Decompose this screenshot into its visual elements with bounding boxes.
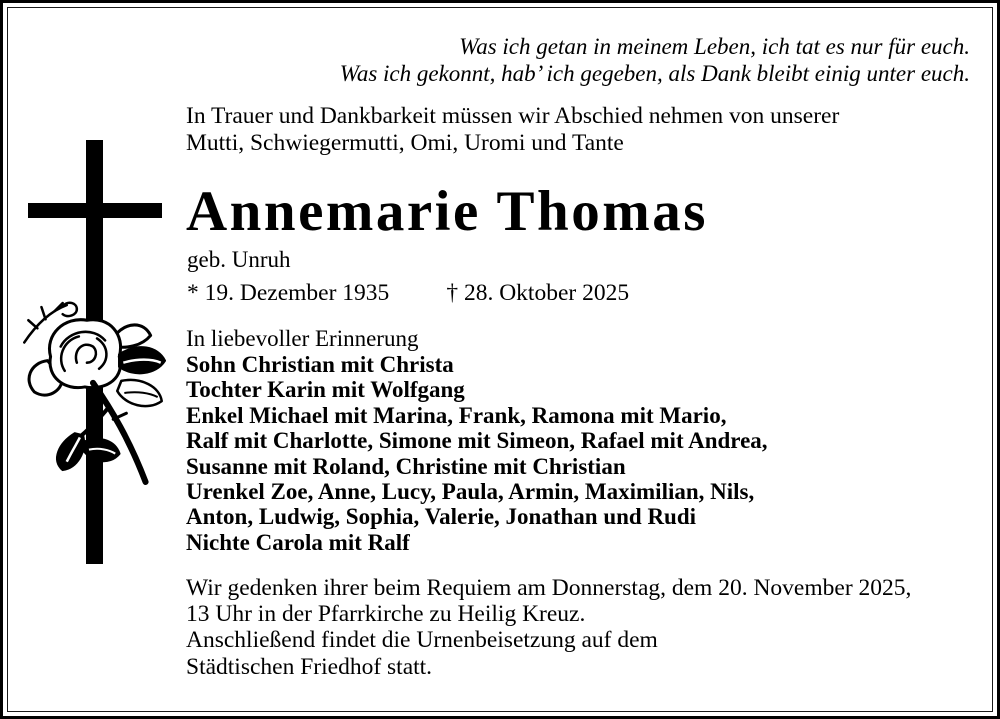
family-line: Enkel Michael mit Marina, Frank, Ramona mit Mario, <box>186 402 727 428</box>
family-line: Nichte Carola mit Ralf <box>186 529 410 555</box>
epigraph-line-2: Was ich gekonnt, hab’ ich gegeben, als Dank bleibt einig unter euch. <box>339 61 970 86</box>
memorial-heading: In liebevoller Erinnerung <box>186 326 419 351</box>
family-line: Tochter Karin mit Wolfgang <box>186 377 465 403</box>
service-line-1: Wir gedenken ihrer beim Requiem am Donnerstag, dem 20. November 2025, <box>186 575 912 601</box>
maiden-name: geb. Unruh <box>187 247 291 272</box>
family-line: Sohn Christian mit Christa <box>186 352 454 377</box>
family-line: Urenkel Zoe, Anne, Lucy, Paula, Armin, Maximilian, Nils, <box>186 479 755 505</box>
service-info <box>186 575 911 680</box>
family-line: Ralf mit Charlotte, Simone mit Simeon, Rafael mit Andrea, <box>186 428 768 454</box>
deceased-name: Annemarie Thomas <box>186 180 708 243</box>
life-dates <box>187 280 629 307</box>
intro-line-2: Mutti, Schwiegermutti, Omi, Uromi und Tante <box>186 129 624 156</box>
family-list <box>186 352 768 555</box>
intro-line-1: In Trauer und Dankbarkeit müssen wir Abschied nehmen von unserer <box>186 103 840 129</box>
death-date: † 28. Oktober 2025 <box>446 280 630 306</box>
epigraph <box>340 33 970 87</box>
service-line-4: Städtischen Friedhof statt. <box>186 653 433 680</box>
service-line-3: Anschließend findet die Urnenbeisetzung auf dem <box>186 627 658 654</box>
family-line: Anton, Ludwig, Sophia, Valerie, Jonathan und Rudi <box>186 504 697 530</box>
rose-icon <box>16 296 168 488</box>
intro-paragraph <box>186 103 839 156</box>
cross-icon <box>28 203 162 218</box>
birth-date: * 19. Dezember 1935 <box>187 280 390 306</box>
family-line: Susanne mit Roland, Christine mit Christian <box>186 453 626 479</box>
service-line-2: 13 Uhr in der Pfarrkirche zu Heilig Kreuz. <box>186 601 586 628</box>
epigraph-line-1: Was ich getan in meinem Leben, ich tat es nur für euch. <box>459 34 970 59</box>
